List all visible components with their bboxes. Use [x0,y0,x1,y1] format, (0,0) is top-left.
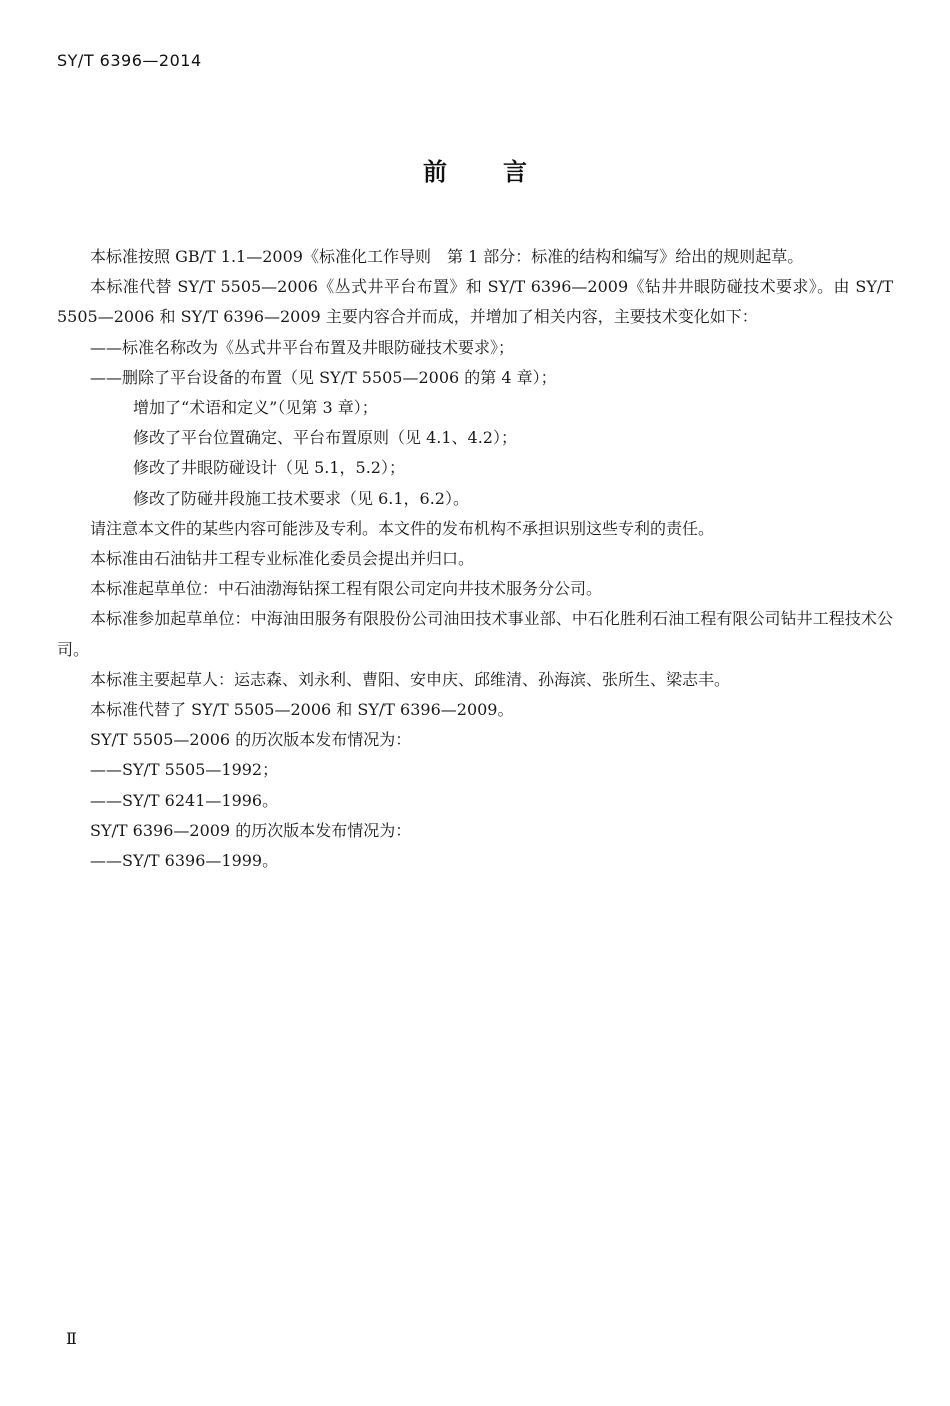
history-item-5505-1992: ——SY/T 5505—1992； [90,760,279,780]
paragraph-patent-notice: 请注意本文件的某些内容可能涉及专利。本文件的发布机构不承担识别这些专利的责任。 [90,518,715,538]
section-title [0,152,950,187]
paragraph-history-6396: SY/T 6396—2009 的历次版本发布情况为： [90,820,412,840]
change-item-platform: 修改了平台位置确定、平台布置原则（见 4.1、4.2）； [133,428,517,448]
change-item-design: 修改了井眼防碰设计（见 5.1，5.2）； [133,458,405,478]
paragraph-history-5505: SY/T 5505—2006 的历次版本发布情况为： [90,730,412,750]
change-item-terms: 增加了“术语和定义”（见第 3 章）； [133,398,378,418]
foreword-body [57,242,893,876]
paragraph-drafting-unit: 本标准起草单位：中石油渤海钻探工程有限公司定向井技术服务分公司。 [90,579,603,599]
history-item-6396-1999: ——SY/T 6396—1999。 [90,851,279,871]
paragraph-participating-units: 本标准参加起草单位：中海油田服务有限股份公司油田技术事业部、中石化胜利石油工程有限公司钻井工程技术公司。 [57,609,893,659]
title-char-1: 前 [423,158,447,186]
title-char-2: 言 [503,158,527,186]
change-item-title: ——标准名称改为《丛式井平台布置及井眼防碰技术要求》； [90,337,515,357]
change-item-delete: ——删除了平台设备的布置（见 SY/T 5505—2006 的第 4 章）； [90,367,557,387]
page-number: Ⅱ [66,1329,77,1348]
change-item-construction: 修改了防碰井段施工技术要求（见 6.1，6.2）。 [133,488,469,508]
paragraph-proposer: 本标准由石油钻井工程专业标准化委员会提出并归口。 [90,549,475,569]
paragraph-replaces: 本标准代替了 SY/T 5505—2006 和 SY/T 6396—2009。 [90,700,514,720]
paragraph-drafting-rules: 本标准按照 GB/T 1.1—2009《标准化工作导则 第 1 部分：标准的结构和编写》给出的规则起草。 [90,247,804,266]
paragraph-replacement: 本标准代替 SY/T 5505—2006《丛式井平台布置》和 SY/T 6396—2009《钻井井眼防碰技术要求》。由 SY/T 5505—2006 和 SY/T 6396—2009 主要内容合并而成，并增加了相关内容，主要技术变化如下： [57,277,893,327]
document-code: SY/T 6396—2014 [57,51,202,70]
history-item-6241-1996: ——SY/T 6241—1996。 [90,790,279,810]
paragraph-drafters: 本标准主要起草人：运志森、刘永利、曹阳、安申庆、邱维清、孙海滨、张所生、梁志丰。 [90,669,731,689]
